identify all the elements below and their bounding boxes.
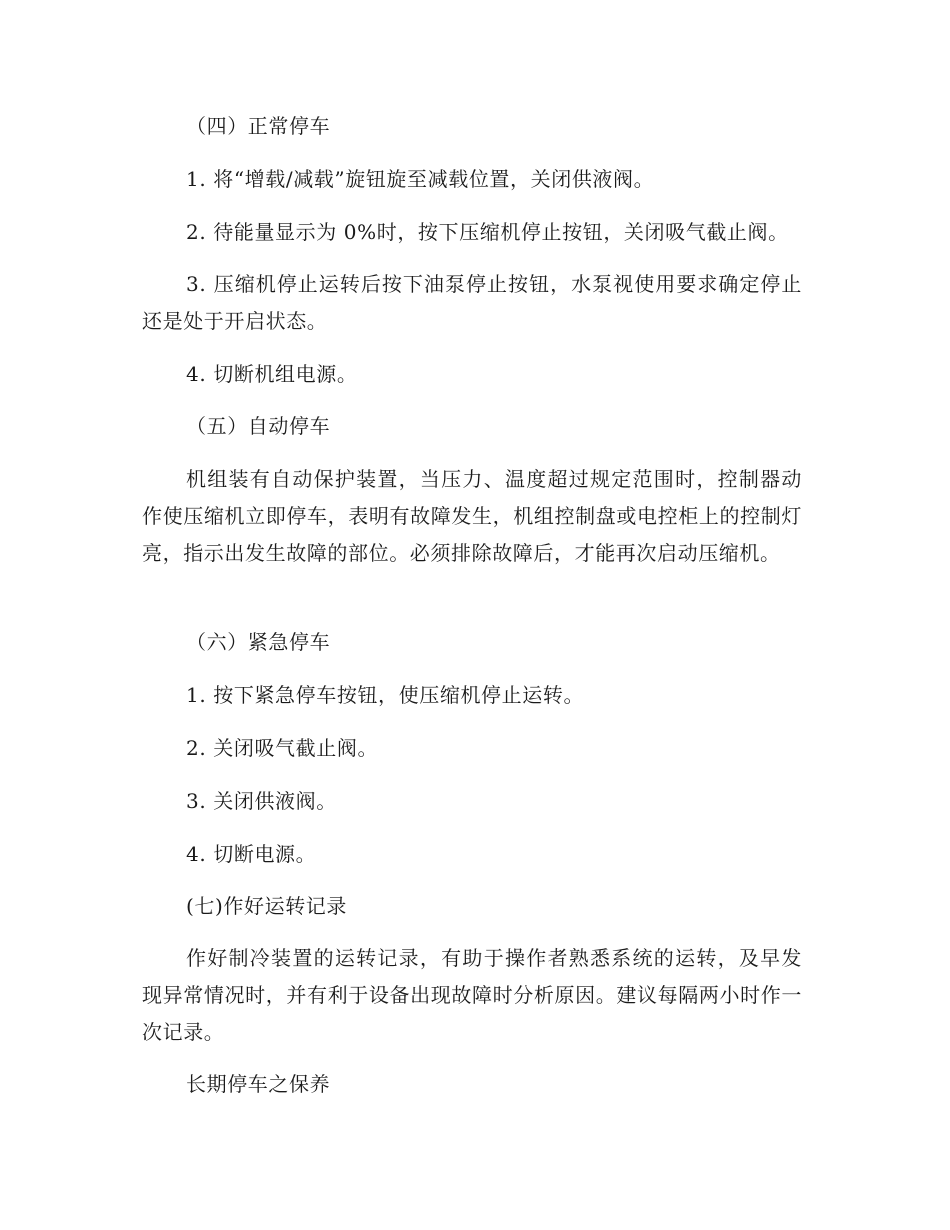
step-4-1: 1. 将“增载/减载”旋钮旋至减载位置，关闭供液阀。 — [186, 167, 655, 191]
section-heading-8: 长期停车之保养 — [186, 1072, 331, 1096]
step-4-3: 3. 压缩机停止运转后按下油泵停止按钮，水泵视使用要求确定停止还是处于开启状态。 — [142, 272, 802, 333]
section-heading-5: （五）自动停车 — [186, 414, 331, 438]
paragraph-5: 机组装有自动保护装置，当压力、温度超过规定范围时，控制器动作使压缩机立即停车，表明有故障发生，机组控制盘或电控柜上的控制灯亮，指示出发生故障的部位。必须排除故障后，才能再次启动压缩机。 — [142, 467, 802, 565]
step-6-2: 2. 关闭吸气截止阀。 — [186, 736, 379, 760]
section-heading-4: （四）正常停车 — [186, 114, 331, 138]
section-heading-7: (七)作好运转记录 — [186, 894, 348, 918]
step-4-2: 2. 待能量显示为 0%时，按下压缩机停止按钮，关闭吸气截止阀。 — [186, 220, 789, 244]
step-6-4: 4. 切断电源。 — [186, 842, 317, 866]
paragraph-7: 作好制冷装置的运转记录，有助于操作者熟悉系统的运转，及早发现异常情况时，并有利于设备出现故障时分析原因。建议每隔两小时作一次记录。 — [142, 946, 802, 1044]
section-heading-6: （六）紧急停车 — [186, 630, 331, 654]
step-6-1: 1. 按下紧急停车按钮，使压缩机停止运转。 — [186, 683, 585, 707]
step-6-3: 3. 关闭供液阀。 — [186, 789, 337, 813]
step-4-4: 4. 切断机组电源。 — [186, 362, 358, 386]
